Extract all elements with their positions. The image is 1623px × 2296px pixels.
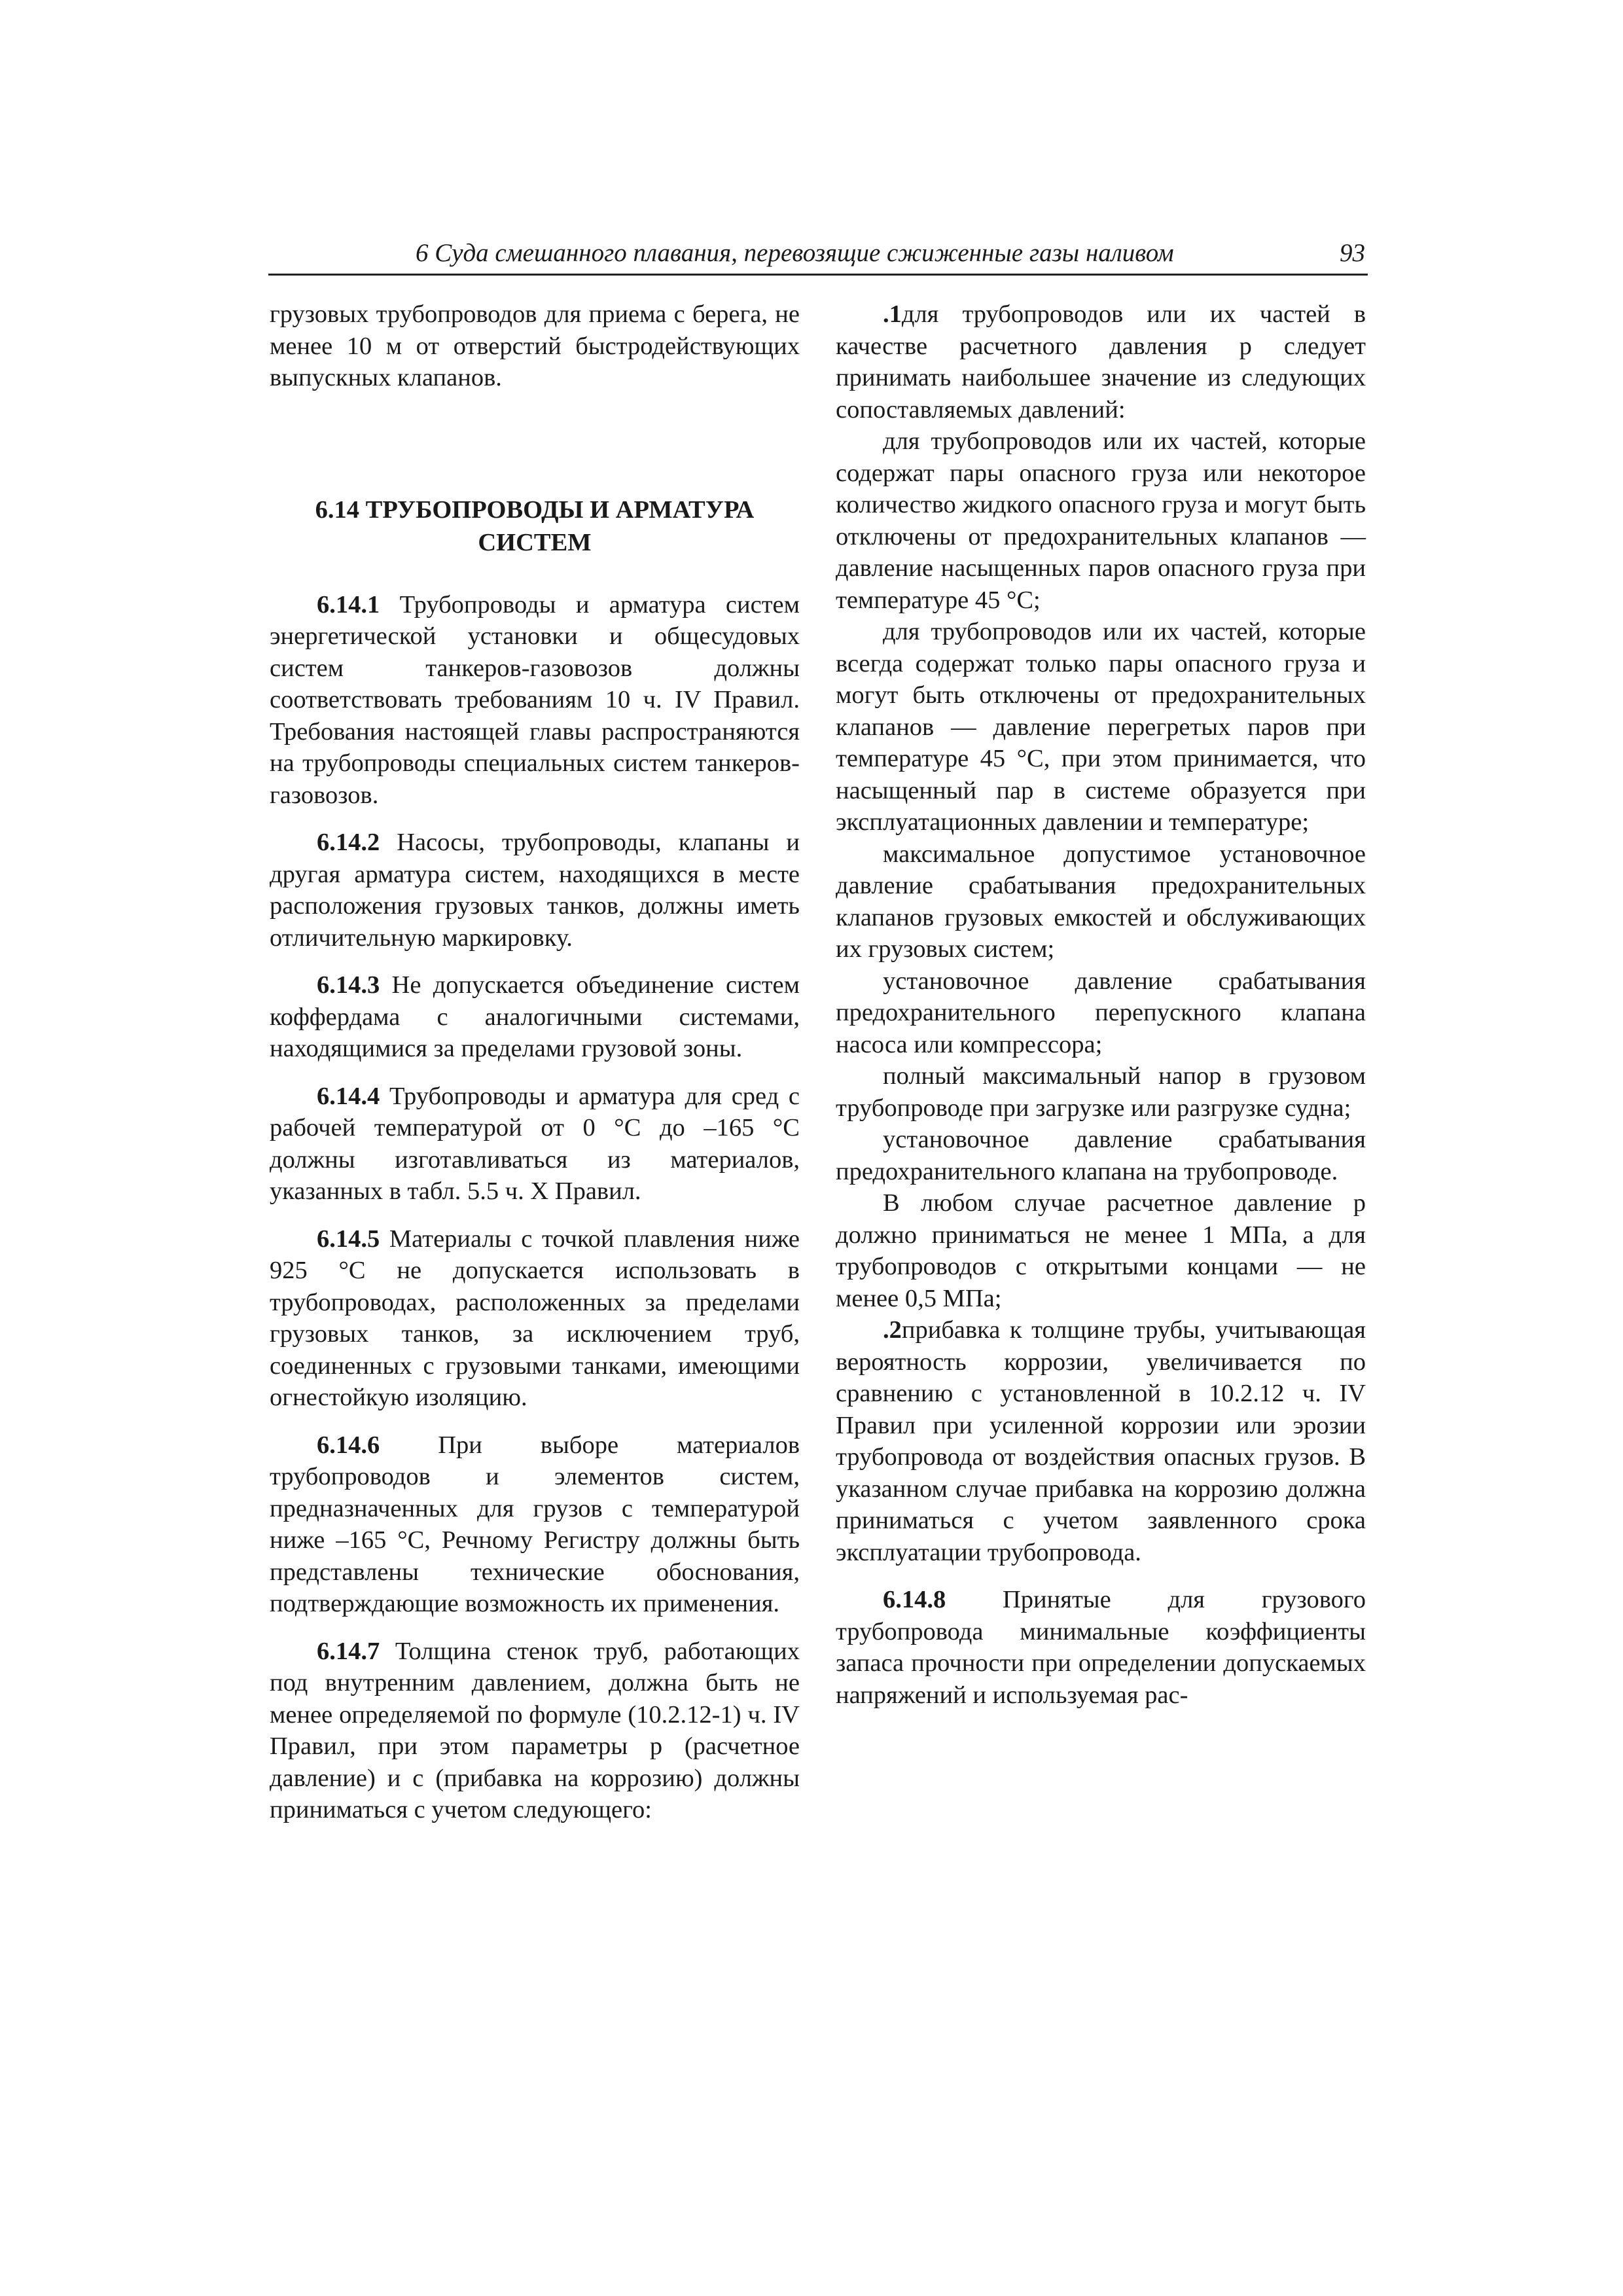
paragraph-6-14-3: [270, 969, 800, 1065]
item-text: для трубопроводов или их частей в качестве расчетного давления р следует принимать наибольшее значение из следующих сопоставляемых давлений:: [836, 300, 1366, 423]
pressure-case-2: [836, 616, 1366, 838]
paragraph-6-14-8: [836, 1584, 1366, 1711]
intro-paragraph: грузовых трубопроводов для приема с берега, не менее 10 м от отверстий быстродействующих выпускных клапанов.: [270, 300, 800, 391]
minimum-pressure-note: [836, 1187, 1366, 1314]
paragraph-text: максимальное допустимое установочное давление срабатывания предохранительных клапанов грузовых емкостей и обслуживающих их грузовых систем;: [836, 840, 1366, 963]
item-number: .1: [883, 300, 902, 328]
item-text: прибавка к толщине трубы, учитывающая вероятность коррозии, увеличивается по сравнению с установленной в 10.2.12 ч. IV Правил при усиленной коррозии или эрозии трубопровода от воздействия опасных грузов. В указанном случае прибавка на коррозию должна приниматься с учетом заявленного срока эксплуатации трубопровода.: [836, 1316, 1366, 1566]
paragraph-text: Толщина стенок труб, работающих под внутренним давлением, должна быть не менее определяемой по формуле (10.2.12-1) ч. IV Правил, при этом параметры р (расчетное давление) и с (прибавка на коррозию) должны приниматься с учетом следующего:: [270, 1637, 800, 1823]
pressure-case-1: [836, 425, 1366, 616]
section-heading-line1: 6.14 ТРУБОПРОВОДЫ И АРМАТУРА: [315, 495, 755, 524]
paragraph-text: Принятые для грузового трубопровода минимальные коэффициенты запаса прочности при определении допускаемых напряжений и используемая рас-: [836, 1586, 1366, 1709]
item-2: [836, 1314, 1366, 1568]
running-header: [268, 237, 1368, 276]
paragraph-text: Насосы, трубопроводы, клапаны и другая арматура систем, находящихся в месте расположения грузовых танков, должны иметь отличительную маркировку.: [270, 829, 800, 952]
paragraph-number: 6.14.6: [317, 1431, 380, 1459]
paragraph-text: При выборе материалов трубопроводов и элементов систем, предназначенных для грузов с температурой ниже –165 °С, Речному Регистру должны быть представлены технические обоснования, подтверждающие возможность их применения.: [270, 1431, 800, 1617]
pressure-case-4: [836, 965, 1366, 1061]
paragraph-number: 6.14.7: [317, 1637, 380, 1665]
paragraph-number: 6.14.8: [883, 1586, 946, 1613]
paragraph-number: 6.14.2: [317, 829, 380, 856]
pressure-case-6: [836, 1124, 1366, 1187]
paragraph-number: 6.14.1: [317, 590, 380, 619]
paragraph-text: установочное давление срабатывания предохранительного клапана на трубопроводе.: [836, 1126, 1366, 1185]
paragraph-text: Материалы с точкой плавления ниже 925 °С не допускается использовать в трубопроводах, расположенных за пределами грузовых танков, за исключением труб, соединенных с грузовыми танками, имеющими огнестойкую изоляцию.: [270, 1225, 800, 1411]
paragraph-text: полный максимальный напор в грузовом трубопроводе при загрузке или разгрузке судна;: [836, 1062, 1366, 1122]
page-number: 93: [1340, 239, 1365, 267]
paragraph-number: 6.14.4: [317, 1082, 380, 1110]
item-number: .2: [883, 1316, 902, 1344]
pressure-case-5: [836, 1060, 1366, 1124]
section-heading: [270, 493, 800, 559]
paragraph-6-14-2: [270, 827, 800, 954]
paragraph-6-14-1: [270, 589, 800, 812]
pressure-case-3: [836, 838, 1366, 965]
paragraph-text: Трубопроводы и арматура для сред с рабочей температурой от 0 °С до –165 °С должны изготавливаться из материалов, указанных в табл. 5.5 ч. X Правил.: [270, 1082, 800, 1205]
paragraph-text: В любом случае расчетное давление р должно приниматься не менее 1 МПа, а для трубопроводов с открытыми концами — не менее 0,5 МПа;: [836, 1189, 1366, 1312]
paragraph-6-14-7: [270, 1636, 800, 1826]
right-column: [836, 298, 1366, 1727]
paragraph-number: 6.14.3: [317, 971, 380, 999]
item-1: [836, 298, 1366, 425]
paragraph-6-14-4: [270, 1081, 800, 1208]
paragraph-6-14-6: [270, 1429, 800, 1620]
paragraph-text: для трубопроводов или их частей, которые всегда содержат только пары опасного груза и могут быть отключены от предохранительных клапанов — давление перегретых паров при температуре 45 °С, при этом принимается, что насыщенный пар в системе образуется при эксплуатационных давлении и температуре;: [836, 618, 1366, 836]
paragraph-6-14-5: [270, 1223, 800, 1414]
left-column: [270, 298, 800, 1842]
paragraph-text: Не допускается объединение систем коффердама с аналогичными системами, находящимися за пределами грузовой зоны.: [270, 971, 800, 1062]
running-title: 6 Суда смешанного плавания, перевозящие сжиженные газы наливом: [416, 239, 1174, 267]
paragraph-number: 6.14.5: [317, 1225, 380, 1253]
paragraph-text: для трубопроводов или их частей, которые содержат пары опасного груза или некоторое количество жидкого опасного груза и могут быть отключены от предохранительных клапанов — давление насыщенных паров опасного груза при температуре 45 °С;: [836, 427, 1366, 614]
paragraph-text: установочное давление срабатывания предохранительного перепускного клапана насоса или компрессора;: [836, 967, 1366, 1058]
paragraph-text: Трубопроводы и арматура систем энергетической установки и общесудовых систем танкеров-газовозов должны соответствовать требованиям 10 ч. IV Правил. Требования настоящей главы распространяются на трубопроводы специальных систем танкеров-газовозов.: [270, 590, 800, 809]
section-heading-line2: СИСТЕМ: [478, 528, 592, 556]
